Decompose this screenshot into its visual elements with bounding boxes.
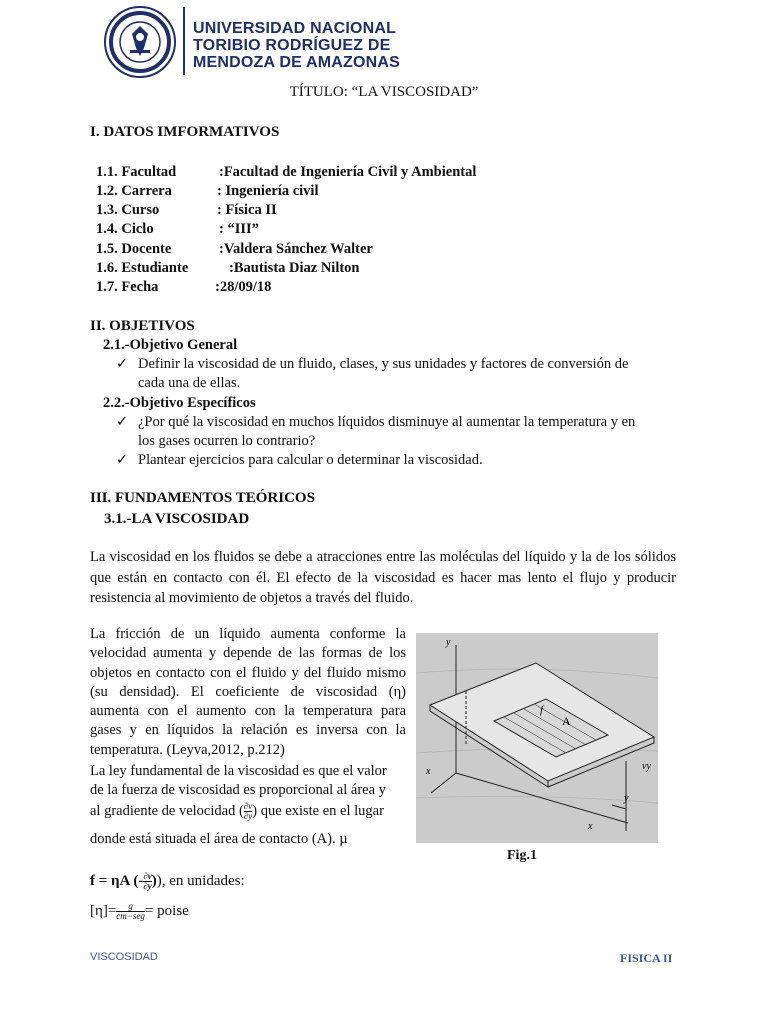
viscosity-formula [90, 872, 245, 891]
paragraph-viscosity-intro: La viscosidad en los fluidos se debe a atracciones entre las moléculas del líquido y la de los sólidos que están en contacto con él. El efecto de la viscosidad es hacer mas lento el flujo y producir resistencia al movimiento de objetos a través del fluido. [90, 549, 676, 606]
university-name-line2: TORIBIO RODRÍGUEZ DE [193, 37, 391, 54]
field-label-career: 1.2. Carrera [96, 183, 172, 199]
law-text-line3 [90, 802, 384, 821]
field-label-student: 1.6. Estudiante [96, 260, 189, 276]
figure-label-f: f [540, 704, 544, 716]
university-seal-logo [104, 6, 176, 78]
footer-right: FISICA II [620, 951, 673, 965]
formula-end-bold: ) [151, 872, 157, 889]
footer-left: VISCOSIDAD [90, 951, 158, 963]
field-value-faculty: :Facultad de Ingeniería Civil y Ambiental [219, 164, 477, 180]
figure-label-y2: y [624, 793, 629, 804]
field-value-course: : Física II [217, 202, 277, 218]
field-label-cycle: 1.4. Ciclo [96, 221, 154, 237]
field-label-course: 1.3. Curso [96, 202, 160, 218]
poise-formula-start: [η]= [90, 902, 117, 919]
university-name-line3: MENDOZA DE AMAZONAS [193, 54, 401, 71]
check-icon: ✓ [116, 356, 129, 372]
poise-units-formula [90, 902, 189, 921]
university-name-line1: UNIVERSIDAD NACIONAL [193, 20, 397, 37]
specific-objective-2: Plantear ejercicios para calcular o determinar la viscosidad. [138, 452, 483, 468]
check-icon: ✓ [116, 414, 129, 430]
field-value-date: :28/09/18 [215, 279, 272, 295]
law-text-line3-end: ) que existe en el lugar [252, 802, 384, 819]
figure-label-velocity: vy [642, 761, 651, 772]
figure-axis-y: y [446, 637, 451, 648]
formula-units-text: ), en unidades: [156, 872, 245, 889]
viscosity-subheading: 3.1.-LA VISCOSIDAD [104, 511, 250, 527]
poise-formula-end: = poise [144, 902, 189, 919]
section-3-heading: III. FUNDAMENTOS TEÓRICOS [90, 490, 315, 506]
figure-axis-x: x [426, 766, 431, 777]
field-value-teacher: :Valdera Sánchez Walter [219, 241, 373, 257]
velocity-gradient-fraction: $\frac{\partial v}{\partial y}$ [243, 801, 253, 821]
field-value-cycle: : “III” [219, 221, 259, 237]
law-text-line1: La ley fundamental de la viscosidad es que el valor [90, 763, 387, 779]
figure-label-x2: x [588, 821, 593, 832]
header-divider [183, 7, 185, 75]
document-title: TÍTULO: “LA VISCOSIDAD” [289, 84, 479, 100]
specific-objective-1-line1: ¿Por qué la viscosidad en muchos líquidos disminuye al aumentar la temperatura y en [138, 414, 636, 430]
figure-label-area: A [562, 714, 571, 728]
formula-fraction: $\frac{\partial v}{\partial y}$ [143, 871, 152, 891]
section-2-heading: II. OBJETIVOS [90, 318, 195, 334]
section-1-heading: I. DATOS IMFORMATIVOS [90, 124, 280, 140]
law-text-line2: de la fuerza de viscosidad es proporcional al área y [90, 782, 386, 798]
formula-start: f = ηA (- [90, 872, 144, 889]
check-icon: ✓ [116, 452, 129, 468]
general-objective-text-line1: Definir la viscosidad de un fluido, clases, y sus unidades y factores de conversión de [138, 356, 629, 372]
field-label-date: 1.7. Fecha [96, 279, 159, 295]
field-value-student: :Bautista Diaz Nilton [229, 260, 360, 276]
figure-caption: Fig.1 [507, 848, 537, 863]
paragraph-friction: La fricción de un líquido aumenta conforme la velocidad aumenta y depende de las formas de los objetos en contacto con el fluido y del fluido mismo (su densidad). El coeficiente de viscosidad (η) aumenta con el aumento con la temperatura para gases y en líquidos la relación es inversa con la temperatura. (Leyva,2012, p.212) [90, 626, 406, 758]
field-value-career: : Ingeniería civil [217, 183, 319, 199]
law-text-line3-start: al gradiente de velocidad ( [90, 802, 244, 819]
general-objective-text-line2: cada una de ellas. [138, 375, 241, 391]
field-label-faculty: 1.1. Facultad [96, 164, 177, 180]
viscosity-plate-figure [416, 633, 658, 843]
specific-objectives-heading: 2.2.-Objetivo Específicos [103, 395, 256, 411]
law-text-line4: donde está situada el área de contacto (A). µ [90, 831, 348, 847]
specific-objective-1-line2: los gases ocurren lo contrario? [138, 433, 316, 449]
poise-fraction: $\frac{g}{\text{cm−seg}}$ [116, 901, 145, 921]
general-objective-heading: 2.1.-Objetivo General [103, 337, 238, 353]
field-label-teacher: 1.5. Docente [96, 241, 172, 257]
